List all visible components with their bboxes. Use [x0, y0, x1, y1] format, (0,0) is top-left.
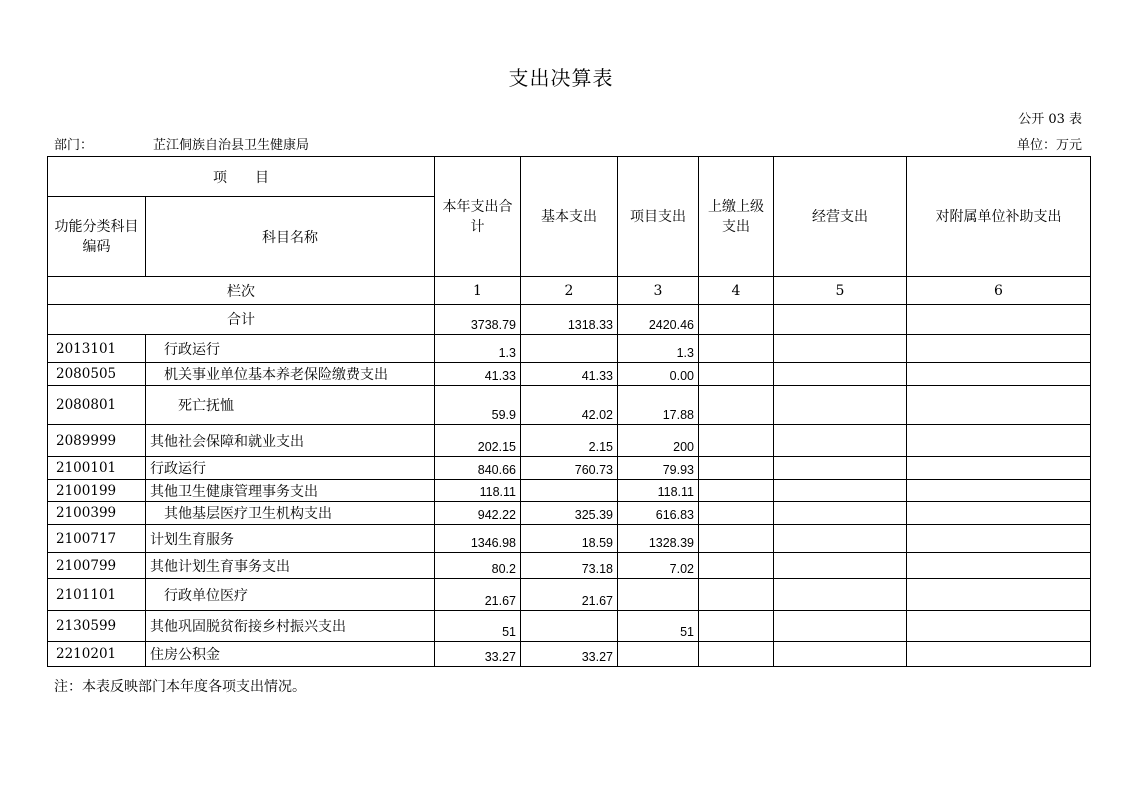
header-col5: 经营支出	[774, 157, 907, 277]
row-c3: 7.02	[618, 553, 699, 579]
row-c2: 73.18	[521, 553, 618, 579]
row-c1: 51	[435, 611, 521, 642]
row-c1: 118.11	[435, 480, 521, 502]
row-name: 其他社会保障和就业支出	[146, 425, 435, 457]
row-c2: 42.02	[521, 386, 618, 425]
row-c3: 17.88	[618, 386, 699, 425]
row-name: 其他基层医疗卫生机构支出	[146, 502, 435, 525]
row-c2	[521, 335, 618, 363]
header-col1: 本年支出合计	[435, 157, 521, 277]
row-index-label: 栏次	[48, 277, 435, 305]
header-code: 功能分类科目编码	[48, 197, 146, 277]
table-row	[48, 642, 1091, 667]
row-c6	[907, 611, 1091, 642]
row-code: 2080801	[48, 386, 146, 425]
row-c5	[774, 386, 907, 425]
row-c3: 1.3	[618, 335, 699, 363]
row-c5	[774, 553, 907, 579]
table-row	[48, 611, 1091, 642]
row-c3: 118.11	[618, 480, 699, 502]
row-code: 2100717	[48, 525, 146, 553]
row-c2: 33.27	[521, 642, 618, 667]
total-label: 合计	[48, 305, 435, 335]
row-c1: 942.22	[435, 502, 521, 525]
row-name: 计划生育服务	[146, 525, 435, 553]
row-name: 其他卫生健康管理事务支出	[146, 480, 435, 502]
row-code: 2100399	[48, 502, 146, 525]
row-c6	[907, 363, 1091, 386]
row-name: 机关事业单位基本养老保险缴费支出	[146, 363, 435, 386]
row-c4	[699, 611, 774, 642]
department-label: 部门：	[54, 138, 94, 153]
header-row-1	[48, 157, 1091, 197]
row-code: 2080505	[48, 363, 146, 386]
row-c1: 80.2	[435, 553, 521, 579]
department-name: 芷江侗族自治县卫生健康局	[153, 138, 310, 153]
row-c2: 760.73	[521, 457, 618, 480]
row-c5	[774, 502, 907, 525]
total-c4	[699, 305, 774, 335]
row-name: 其他计划生育事务支出	[146, 553, 435, 579]
header-col3: 项目支出	[618, 157, 699, 277]
row-name: 行政单位医疗	[146, 579, 435, 611]
row-code: 2210201	[48, 642, 146, 667]
row-c2: 325.39	[521, 502, 618, 525]
row-c6	[907, 642, 1091, 667]
row-c4	[699, 579, 774, 611]
row-code: 2101101	[48, 579, 146, 611]
row-index-2: 2	[521, 277, 618, 305]
expenditure-table	[47, 156, 1091, 667]
row-c3	[618, 642, 699, 667]
row-c3: 200	[618, 425, 699, 457]
row-c2: 18.59	[521, 525, 618, 553]
row-c2	[521, 480, 618, 502]
row-c5	[774, 457, 907, 480]
row-c6	[907, 579, 1091, 611]
header-col4: 上缴上级支出	[699, 157, 774, 277]
row-c6	[907, 386, 1091, 425]
row-name: 行政运行	[146, 457, 435, 480]
row-code: 2100101	[48, 457, 146, 480]
row-index-3: 3	[618, 277, 699, 305]
unit-label: 单位：万元	[1016, 138, 1082, 153]
row-c1: 33.27	[435, 642, 521, 667]
row-c4	[699, 425, 774, 457]
row-c4	[699, 525, 774, 553]
row-c6	[907, 502, 1091, 525]
row-c2: 21.67	[521, 579, 618, 611]
row-c3: 0.00	[618, 363, 699, 386]
row-c5	[774, 579, 907, 611]
row-c6	[907, 335, 1091, 363]
row-index-5: 5	[774, 277, 907, 305]
row-code: 2100799	[48, 553, 146, 579]
row-c5	[774, 335, 907, 363]
row-name: 其他巩固脱贫衔接乡村振兴支出	[146, 611, 435, 642]
row-c5	[774, 363, 907, 386]
table-row	[48, 457, 1091, 480]
table-row	[48, 335, 1091, 363]
row-c6	[907, 553, 1091, 579]
row-index-6: 6	[907, 277, 1091, 305]
row-c6	[907, 425, 1091, 457]
row-c3	[618, 579, 699, 611]
row-index	[48, 277, 1091, 305]
row-c1: 840.66	[435, 457, 521, 480]
row-name: 行政运行	[146, 335, 435, 363]
row-c1: 1.3	[435, 335, 521, 363]
row-c4	[699, 457, 774, 480]
row-index-4: 4	[699, 277, 774, 305]
row-code: 2013101	[48, 335, 146, 363]
row-c4	[699, 480, 774, 502]
total-c3: 2420.46	[618, 305, 699, 335]
row-c5	[774, 480, 907, 502]
row-name: 住房公积金	[146, 642, 435, 667]
table-row	[48, 386, 1091, 425]
footnote: 注：本表反映部门本年度各项支出情况。	[54, 679, 306, 695]
row-c3: 1328.39	[618, 525, 699, 553]
table-row	[48, 363, 1091, 386]
header-item: 项 目	[48, 157, 435, 197]
row-code: 2130599	[48, 611, 146, 642]
total-c1: 3738.79	[435, 305, 521, 335]
form-number: 公开 03 表	[1018, 112, 1082, 127]
table-row	[48, 579, 1091, 611]
row-c1: 59.9	[435, 386, 521, 425]
row-c6	[907, 525, 1091, 553]
row-c1: 1346.98	[435, 525, 521, 553]
row-c2: 2.15	[521, 425, 618, 457]
row-c6	[907, 457, 1091, 480]
row-c4	[699, 335, 774, 363]
row-c5	[774, 611, 907, 642]
table-row	[48, 502, 1091, 525]
row-c5	[774, 525, 907, 553]
header-col2: 基本支出	[521, 157, 618, 277]
row-c2: 41.33	[521, 363, 618, 386]
table-row	[48, 480, 1091, 502]
row-c3: 616.83	[618, 502, 699, 525]
header-name: 科目名称	[146, 197, 435, 277]
row-c4	[699, 642, 774, 667]
row-c4	[699, 386, 774, 425]
total-c6	[907, 305, 1091, 335]
row-c4	[699, 502, 774, 525]
row-c3: 51	[618, 611, 699, 642]
row-name: 死亡抚恤	[146, 386, 435, 425]
table-row	[48, 525, 1091, 553]
total-c2: 1318.33	[521, 305, 618, 335]
row-c2	[521, 611, 618, 642]
page-title: 支出决算表	[508, 66, 614, 90]
row-c5	[774, 642, 907, 667]
table-row	[48, 425, 1091, 457]
row-c4	[699, 363, 774, 386]
row-c1: 41.33	[435, 363, 521, 386]
row-c6	[907, 480, 1091, 502]
row-c3: 79.93	[618, 457, 699, 480]
header-col6: 对附属单位补助支出	[907, 157, 1091, 277]
total-c5	[774, 305, 907, 335]
table-row	[48, 553, 1091, 579]
row-code: 2100199	[48, 480, 146, 502]
row-index-1: 1	[435, 277, 521, 305]
row-c1: 21.67	[435, 579, 521, 611]
total-row	[48, 305, 1091, 335]
row-c5	[774, 425, 907, 457]
row-code: 2089999	[48, 425, 146, 457]
row-c1: 202.15	[435, 425, 521, 457]
row-c4	[699, 553, 774, 579]
